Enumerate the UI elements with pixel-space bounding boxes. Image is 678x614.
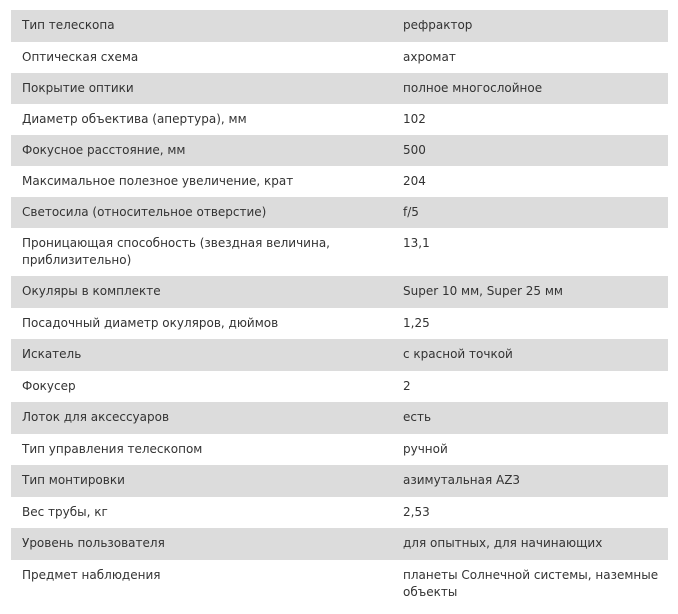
spec-name: Окуляры в комплекте [11, 276, 403, 308]
spec-name: Фокусер [11, 371, 403, 402]
spec-value: ручной [403, 434, 668, 465]
spec-row [11, 104, 668, 135]
spec-row [11, 166, 668, 197]
spec-name: Тип монтировки [11, 465, 403, 497]
spec-value: 2 [403, 371, 668, 402]
spec-row [11, 73, 668, 104]
spec-row [11, 560, 668, 601]
spec-value: 2,53 [403, 497, 668, 528]
spec-row [11, 528, 668, 560]
spec-row [11, 339, 668, 371]
spec-row [11, 10, 668, 42]
spec-value: 102 [403, 104, 668, 135]
spec-row [11, 465, 668, 497]
spec-value: рефрактор [403, 10, 668, 42]
specs-table [11, 10, 668, 601]
spec-value: полное многослойное [403, 73, 668, 104]
spec-name: Проницающая способность (звездная величина, приблизительно) [11, 228, 403, 276]
spec-name: Посадочный диаметр окуляров, дюймов [11, 308, 403, 339]
spec-value: f/5 [403, 197, 668, 228]
spec-value: 13,1 [403, 228, 668, 276]
spec-value: с красной точкой [403, 339, 668, 371]
spec-value: Super 10 мм, Super 25 мм [403, 276, 668, 308]
spec-name: Тип телескопа [11, 10, 403, 42]
spec-name: Вес трубы, кг [11, 497, 403, 528]
spec-name: Фокусное расстояние, мм [11, 135, 403, 166]
spec-name: Светосила (относительное отверстие) [11, 197, 403, 228]
spec-row [11, 497, 668, 528]
spec-row [11, 434, 668, 465]
spec-row [11, 228, 668, 276]
spec-row [11, 276, 668, 308]
spec-value: 500 [403, 135, 668, 166]
spec-name: Оптическая схема [11, 42, 403, 73]
spec-name: Диаметр объектива (апертура), мм [11, 104, 403, 135]
spec-row [11, 402, 668, 434]
spec-value: азимутальная AZ3 [403, 465, 668, 497]
spec-value: планеты Солнечной системы, наземные объекты [403, 560, 668, 601]
spec-row [11, 371, 668, 402]
spec-row [11, 308, 668, 339]
spec-row [11, 42, 668, 73]
spec-name: Максимальное полезное увеличение, крат [11, 166, 403, 197]
spec-name: Уровень пользователя [11, 528, 403, 560]
spec-name: Предмет наблюдения [11, 560, 403, 601]
spec-name: Искатель [11, 339, 403, 371]
spec-value: 204 [403, 166, 668, 197]
spec-value: есть [403, 402, 668, 434]
spec-name: Покрытие оптики [11, 73, 403, 104]
spec-name: Тип управления телескопом [11, 434, 403, 465]
spec-value: для опытных, для начинающих [403, 528, 668, 560]
spec-row [11, 197, 668, 228]
spec-name: Лоток для аксессуаров [11, 402, 403, 434]
spec-row [11, 135, 668, 166]
spec-value: ахромат [403, 42, 668, 73]
spec-value: 1,25 [403, 308, 668, 339]
